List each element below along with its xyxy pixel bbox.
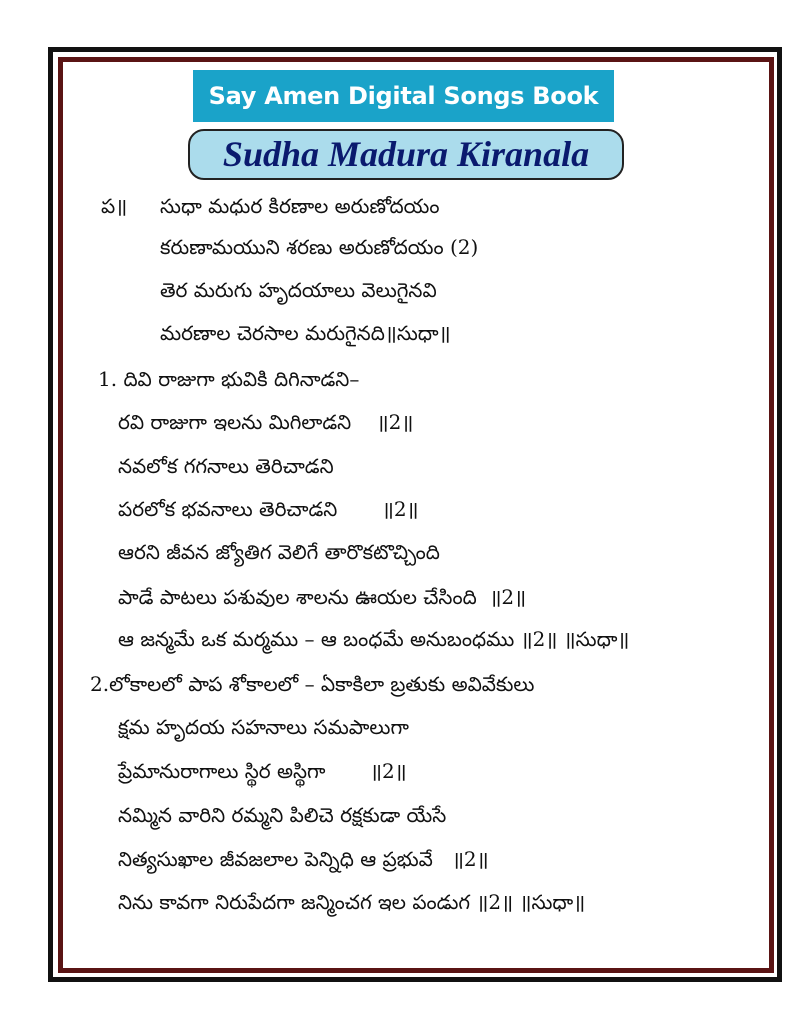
lyric-line: 2.లోకాలలో పాప శోకాలలో – ఏకాకిలా బ్రతుకు అవివేకులు <box>90 672 535 696</box>
lyric-line: నమ్మిన వారిని రమ్మని పిలిచె రక్షకుడా యేసే <box>118 803 447 827</box>
lyric-line: నిత్యసుఖాల జీవజలాల పెన్నిధి ఆ ప్రభువే ॥2॥ <box>118 847 489 871</box>
chorus-label: ప॥ <box>101 194 128 218</box>
lyric-line: నవలోక గగనాలు తెరిచాడని <box>118 454 334 478</box>
lyric-line: 1. దివి రాజుగా భువికి దిగినాడని– <box>98 367 360 391</box>
lyric-line: పాడే పాటలు పశువుల శాలను ఊయల చేసింది ॥2॥ <box>118 585 527 609</box>
lyric-line: కరుణామయుని శరణు అరుణోదయం (2) <box>160 235 479 259</box>
lyric-line: నిను కావగా నిరుపేదగా జన్మించగ ఇల పండుగ ॥2॥ ॥సుధా॥ <box>118 890 586 914</box>
lyric-line: క్షమ హృదయ సహనాలు సమపాలుగా <box>118 715 409 739</box>
lyric-line: ఆ జన్మమే ఒక మర్మము – ఆ బంధమే అనుబంధము ॥2॥ ॥సుధా॥ <box>118 627 630 651</box>
lyric-line: మరణాల చెరసాల మరుగైనది॥సుధా॥ <box>160 321 451 345</box>
book-banner: Say Amen Digital Songs Book <box>193 70 614 122</box>
lyric-line: పరలోక భవనాలు తెరిచాడని ॥2॥ <box>118 497 419 521</box>
lyric-line: ఆరని జీవన జ్యోతిగ వెలిగే తారొకటొచ్చింది <box>118 540 440 564</box>
lyric-line: సుధా మధుర కిరణాల అరుణోదయం <box>160 194 440 218</box>
lyric-line: ప్రేమానురాగాలు స్థిర అస్థిగా ॥2॥ <box>118 759 407 783</box>
lyric-line: రవి రాజుగా ఇలను మిగిలాడని ॥2॥ <box>118 410 414 434</box>
lyric-line: తెర మరుగు హృదయాలు వెలుగైనవి <box>160 278 437 302</box>
song-title: Sudha Madura Kiranala <box>188 129 624 180</box>
